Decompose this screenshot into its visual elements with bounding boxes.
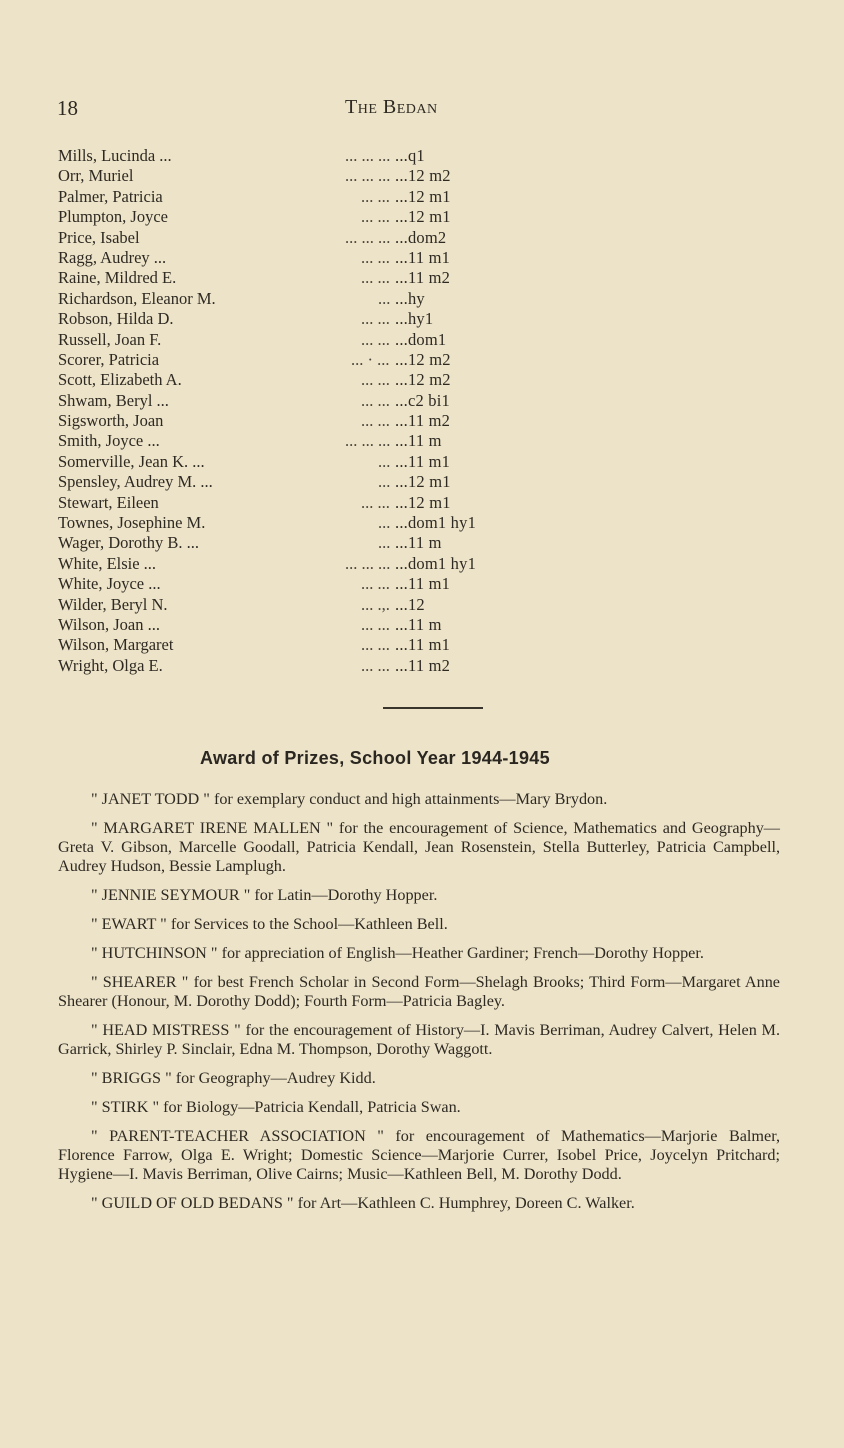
subject-code: ...12 m2 <box>395 349 451 369</box>
prize-entry: " HUTCHINSON " for appreciation of English—Heather Gardiner; French—Dorothy Hopper. <box>91 944 704 962</box>
leader-dots: ... ... <box>361 635 390 655</box>
leader-dots: ... ... <box>361 309 390 329</box>
roll-row <box>58 187 618 207</box>
pupil-name: Mills, Lucinda ... <box>58 146 172 165</box>
pupil-name: Raine, Mildred E. <box>58 268 177 288</box>
subject-code: ...11 m <box>395 614 442 634</box>
leader-dots: ... ... ... <box>345 227 391 247</box>
prize-entry: " EWART " for Services to the School—Kathleen Bell. <box>91 915 448 933</box>
leader-dots: ... ... <box>361 614 390 634</box>
pupil-name: White, Joyce ... <box>58 574 161 594</box>
roll-row <box>58 656 618 676</box>
running-head: The Bedan <box>345 96 438 118</box>
pupil-name: Robson, Hilda D. <box>58 309 174 329</box>
roll-row <box>58 268 618 288</box>
prize-entry: " JANET TODD " for exemplary conduct and high attainments—Mary Brydon. <box>91 790 608 808</box>
leader-dots: ... ... <box>361 186 390 206</box>
subject-code: ...hy <box>395 288 425 308</box>
roll-row <box>58 309 618 329</box>
subject-code: ...11 m1 <box>395 574 451 594</box>
pupil-name: Ragg, Audrey ... <box>58 247 167 267</box>
subject-code: ...11 m <box>395 533 442 553</box>
leader-dots: ... ... <box>361 492 390 512</box>
pupil-name: Spensley, Audrey M. ... <box>58 472 213 492</box>
prize-entry: " SHEARER " for best French Scholar in Second Form—Shelagh Brooks; Third Form—Margaret Anne Shearer (Honour, M. Dorothy Dodd); Fourth Form—Patricia Bagley. <box>58 973 780 1010</box>
pupil-name: White, Elsie ... <box>58 553 157 573</box>
pupil-name: Sigsworth, Joan <box>58 411 164 431</box>
roll-row <box>58 452 618 472</box>
pupil-name: Scorer, Patricia <box>58 349 160 369</box>
subject-code: ...11 m1 <box>395 247 451 267</box>
prize-entry: " PARENT-TEACHER ASSOCIATION " for encouragement of Mathematics—Marjorie Balmer, Florence Farrow, Olga E. Wright; Domestic Science—Marjorie Currer, Isobel Price, Joycelyn Pritchard; Hygiene—I. Mavis Berriman, Olive Cairns; Music—Kathleen Bell, M. Dorothy Dodd. <box>58 1127 780 1183</box>
leader-dots: ... .,. <box>361 594 390 614</box>
subject-code: ...11 m1 <box>395 451 451 471</box>
pupil-name: Stewart, Eileen <box>58 492 159 512</box>
pupil-roll <box>58 146 618 676</box>
roll-row <box>58 513 618 533</box>
roll-row <box>58 493 618 513</box>
subject-code: ...11 m <box>395 431 442 451</box>
pupil-name: Scott, Elizabeth A. <box>58 370 182 390</box>
pupil-name: Shwam, Beryl ... <box>58 390 169 410</box>
roll-row <box>58 370 618 390</box>
prize-entry: " HEAD MISTRESS " for the encouragement of History—I. Mavis Berriman, Audrey Calvert, Helen M. Garrick, Shirley P. Sinclair, Edna M. Thompson, Dorothy Waggott. <box>58 1021 780 1058</box>
roll-row <box>58 289 618 309</box>
subject-code: ...11 m2 <box>395 411 451 431</box>
leader-dots: ... ... <box>361 411 390 431</box>
leader-dots: ... ... ... <box>345 146 391 165</box>
prize-entry: " MARGARET IRENE MALLEN " for the encouragement of Science, Mathematics and Geography—Greta V. Gibson, Marcelle Goodall, Patricia Kendall, Jean Rosenstein, Stella Butterley, Patricia Campbell, Audrey Hudson, Bessie Lamplugh. <box>58 819 780 875</box>
leader-dots: ... <box>378 472 391 492</box>
subject-code: ...12 m1 <box>395 472 451 492</box>
subject-code: ...11 m1 <box>395 635 451 655</box>
roll-row <box>58 431 618 451</box>
subject-code: ...12 m1 <box>395 186 451 206</box>
leader-dots: ... <box>378 533 391 553</box>
pupil-name: Wilson, Margaret <box>58 635 174 655</box>
leader-dots: ... · ... <box>351 349 390 369</box>
subject-code: ...12 m2 <box>395 166 451 186</box>
subject-code: ...11 m2 <box>395 655 451 675</box>
roll-row <box>58 411 618 431</box>
roll-row <box>58 248 618 268</box>
pupil-name: Palmer, Patricia <box>58 186 163 206</box>
roll-row <box>58 635 618 655</box>
leader-dots: ... ... <box>361 207 390 227</box>
pupil-name: Richardson, Eleanor M. <box>58 288 216 308</box>
pupil-name: Wright, Olga E. <box>58 655 163 675</box>
section-divider <box>383 707 483 709</box>
leader-dots: ... ... <box>361 390 390 410</box>
subject-code: ...dom1 hy1 <box>395 513 477 533</box>
page-number: 18 <box>57 96 78 120</box>
roll-row <box>58 472 618 492</box>
leader-dots: ... ... ... <box>345 431 391 451</box>
leader-dots: ... ... <box>361 247 390 267</box>
roll-row <box>58 574 618 594</box>
subject-code: ...dom2 <box>395 227 447 247</box>
pupil-name: Smith, Joyce ... <box>58 431 160 451</box>
pupil-name: Wager, Dorothy B. ... <box>58 533 199 553</box>
pupil-name: Townes, Josephine M. <box>58 513 206 533</box>
leader-dots: ... ... <box>361 329 390 349</box>
leader-dots: ... ... ... <box>345 166 391 186</box>
roll-row <box>58 207 618 227</box>
pupil-name: Price, Isabel <box>58 227 140 247</box>
leader-dots: ... <box>378 513 391 533</box>
pupil-name: Orr, Muriel <box>58 166 134 186</box>
prize-entry: " JENNIE SEYMOUR " for Latin—Dorothy Hopper. <box>91 886 438 904</box>
pupil-name: Plumpton, Joyce <box>58 207 168 227</box>
subject-code: ...12 m1 <box>395 492 451 512</box>
subject-code: ...12 m2 <box>395 370 451 390</box>
prize-entry: " STIRK " for Biology—Patricia Kendall, Patricia Swan. <box>91 1098 461 1116</box>
roll-row <box>58 615 618 635</box>
roll-row <box>58 595 618 615</box>
leader-dots: ... ... <box>361 370 390 390</box>
roll-row <box>58 533 618 553</box>
pupil-name: Wilder, Beryl N. <box>58 594 168 614</box>
subject-code: ...12 m1 <box>395 207 451 227</box>
roll-row <box>58 350 618 370</box>
leader-dots: ... ... <box>361 655 390 675</box>
subject-code: ...q1 <box>395 146 425 165</box>
pupil-name: Russell, Joan F. <box>58 329 162 349</box>
leader-dots: ... ... ... <box>345 553 391 573</box>
subject-code: ...11 m2 <box>395 268 451 288</box>
leader-dots: ... <box>378 288 391 308</box>
leader-dots: ... ... <box>361 574 390 594</box>
prize-entry: " BRIGGS " for Geography—Audrey Kidd. <box>91 1069 376 1087</box>
roll-row <box>58 166 618 186</box>
prize-list <box>58 790 780 1223</box>
prize-entry: " GUILD OF OLD BEDANS " for Art—Kathleen C. Humphrey, Doreen C. Walker. <box>91 1194 635 1212</box>
roll-row <box>58 554 618 574</box>
subject-code: ...hy1 <box>395 309 434 329</box>
pupil-name: Wilson, Joan ... <box>58 614 160 634</box>
roll-row <box>58 391 618 411</box>
pupil-name: Somerville, Jean K. ... <box>58 451 205 471</box>
roll-row <box>58 330 618 350</box>
leader-dots: ... ... <box>361 268 390 288</box>
awards-title: Award of Prizes, School Year 1944-1945 <box>200 748 550 768</box>
roll-row <box>58 146 618 166</box>
subject-code: ...dom1 <box>395 329 447 349</box>
leader-dots: ... <box>378 451 391 471</box>
subject-code: ...12 <box>395 594 425 614</box>
roll-row <box>58 228 618 248</box>
subject-code: ...dom1 hy1 <box>395 553 477 573</box>
subject-code: ...c2 bi1 <box>395 390 450 410</box>
